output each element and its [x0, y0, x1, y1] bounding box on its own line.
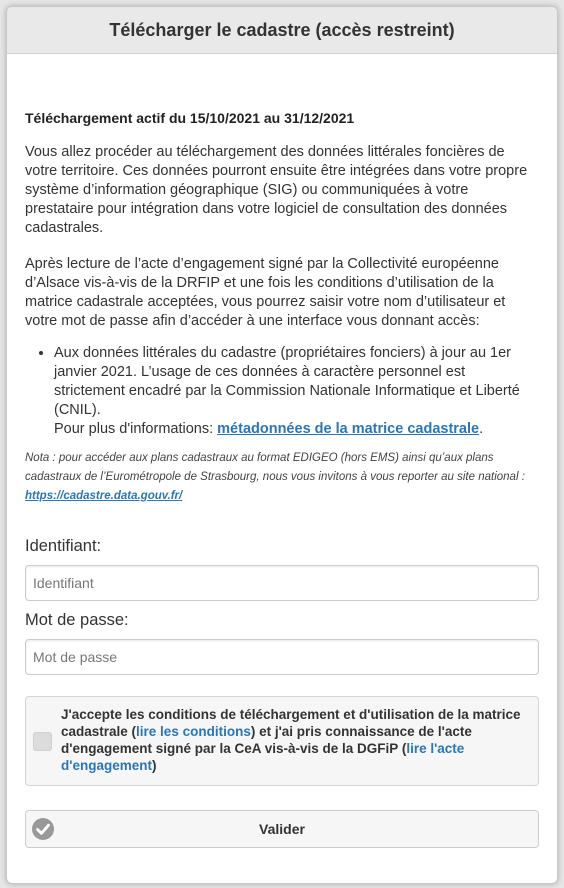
dialog-header [7, 7, 557, 54]
accept-conditions-label[interactable] [61, 706, 523, 774]
note-text: Nota : pour accéder aux plans cadastraux au format EDIGEO (hors EMS) ainsi qu’aux plans cadastraux de l’Eurométropole de Strasbourg, nous vous invitons à vous reporter au site national : [25, 452, 525, 483]
dialog-title: Télécharger le cadastre (accès restreint) [109, 19, 455, 40]
read-engagement-link[interactable]: lire l'acte d'engagement [61, 741, 465, 773]
validate-button-label: Valider [259, 821, 305, 837]
list-item [54, 344, 539, 439]
download-dialog [6, 6, 558, 884]
validate-button[interactable] [25, 810, 539, 848]
more-info-suffix: . [479, 421, 484, 437]
read-conditions-link[interactable]: lire les conditions [136, 724, 251, 739]
check-circle-icon [31, 817, 55, 841]
password-label: Mot de passe: [25, 611, 129, 629]
cadastre-national-link[interactable]: https://cadastre.data.gouv.fr/ [25, 490, 183, 502]
note [25, 449, 539, 506]
intro-paragraph: Vous allez procéder au téléchargement des données littérales foncières de votre territoire. Ces données pourront ensuite être intégrées dans votre propre système d’information géographique (SIG) ou communiquées à votre prestataire pour intégration dans votre logiciel de consultation des données cadastrales. [25, 144, 528, 236]
accept-text-part-1: J'accepte les conditions de téléchargement et d'utilisation de la matrice cadastrale ( [61, 707, 521, 739]
active-period: Téléchargement actif du 15/10/2021 au 31/12/2021 [25, 110, 355, 126]
dialog-content [7, 110, 557, 848]
engagement-paragraph: Après lecture de l’acte d’engagement signé par la Collectivité européenne d’Alsace vis-à-vis de la DRFIP et une fois les conditions d’utilisation de la matrice cadastrale acceptées, vous pourrez saisir votre nom d’utilisateur et votre mot de passe afin d’accéder à une interface vous donnant accès: [25, 256, 506, 329]
accept-text-part-3: ) [151, 758, 157, 773]
access-list [25, 344, 539, 439]
metadata-link[interactable]: métadonnées de la matrice cadastrale [217, 421, 480, 437]
identifiant-label: Identifiant: [25, 537, 102, 555]
list-item-text: Aux données littérales du cadastre (propriétaires fonciers) à jour au 1er janvier 2021. L’usage de ces données à caractère personnel est strictement encadré par la Commission Nationale Informatique et Liberté (CNIL). [54, 345, 520, 418]
identifiant-input[interactable] [25, 565, 539, 601]
accept-conditions-box [25, 696, 539, 786]
accept-checkbox[interactable] [33, 732, 52, 751]
more-info-prefix: Pour plus d'informations: [54, 421, 218, 437]
accept-text-part-2: ) et j'ai pris connaissance de l'acte d'engagement signé par la CeA vis-à-vis de la DGFiP ( [61, 724, 472, 756]
password-input[interactable] [25, 639, 539, 675]
